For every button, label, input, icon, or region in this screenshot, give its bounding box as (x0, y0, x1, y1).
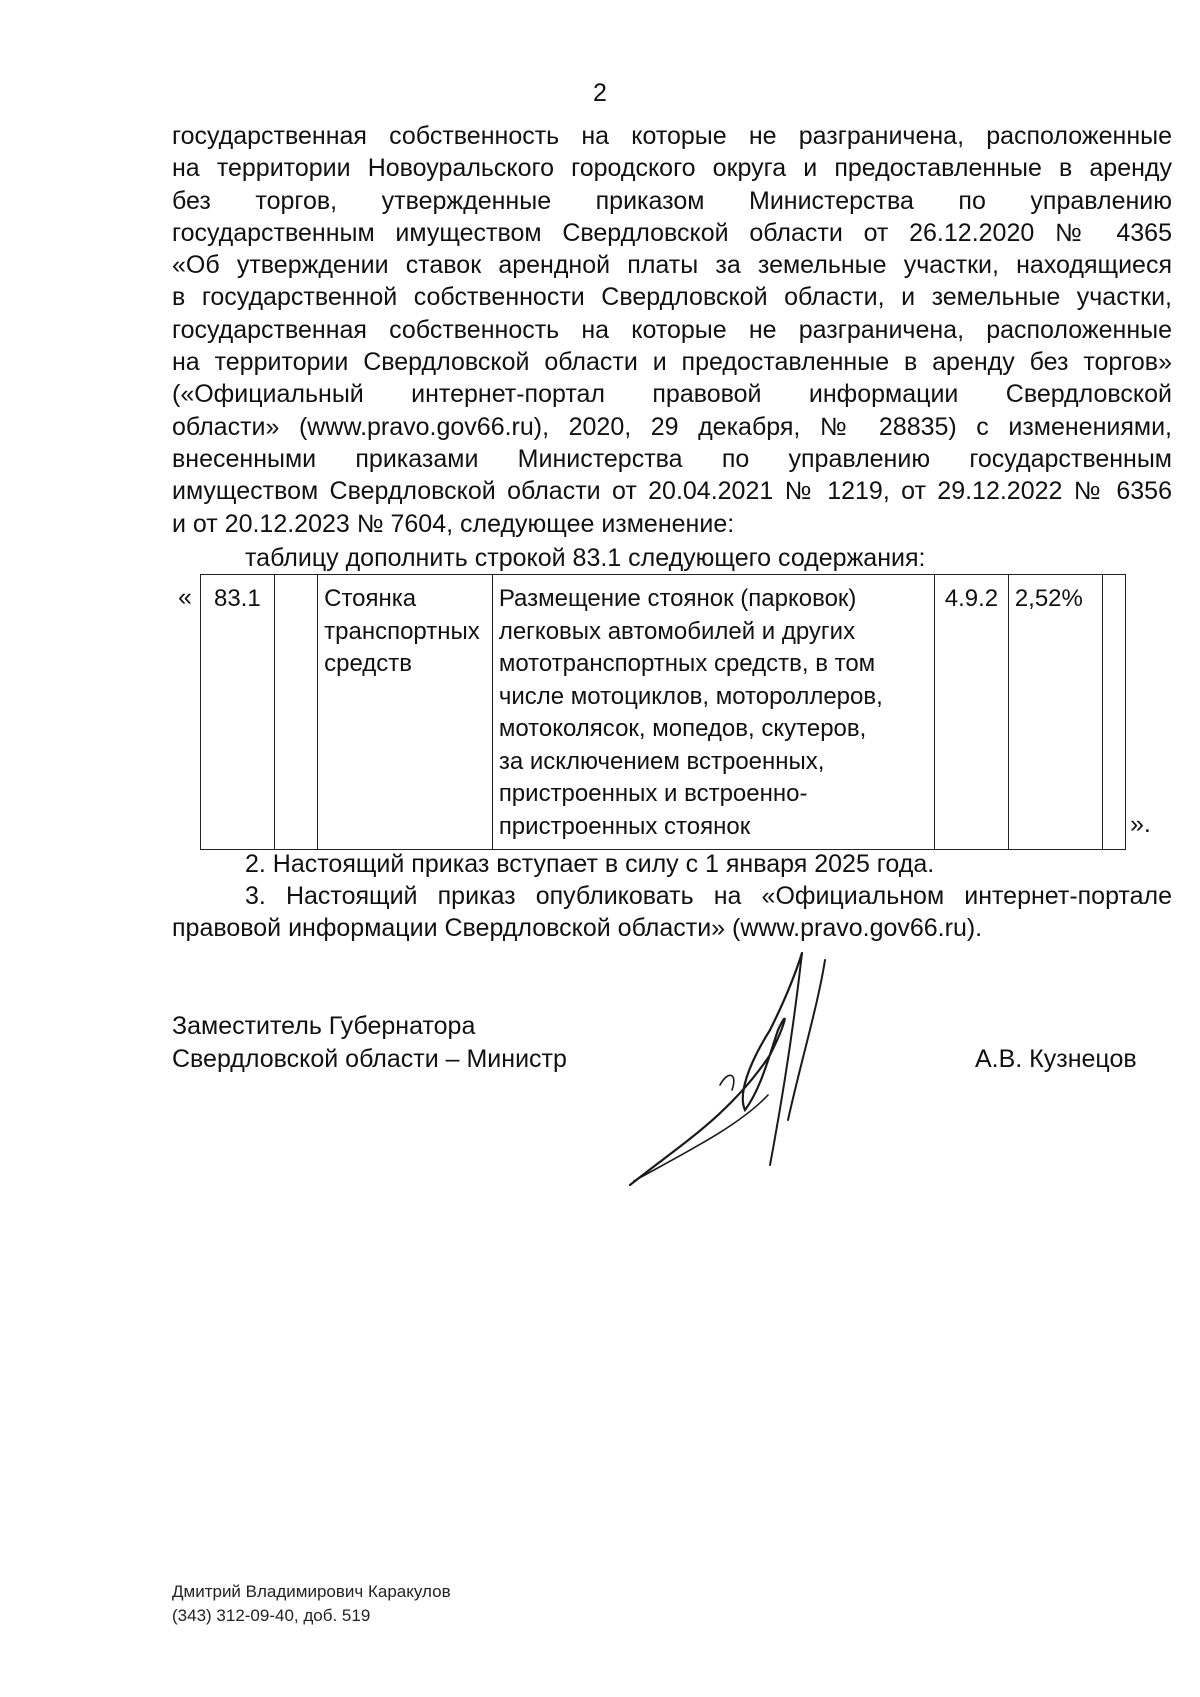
table-row (201, 575, 1126, 850)
signatory-title-line-1: Заместитель Губернатора (172, 1012, 476, 1040)
item-2: 2. Настоящий приказ вступает в силу с 1 января 2025 года. (245, 850, 935, 878)
body-line: («Официальный интернет-портал правовой информации Свердловской (172, 380, 1172, 409)
cell-name (318, 575, 493, 850)
table-intro: таблицу дополнить строкой 83.1 следующего содержания: (245, 544, 926, 572)
description-line: за исключением встроенных, (498, 747, 825, 775)
signatory-title-line-2: Свердловской области – Министр (172, 1045, 567, 1073)
description-line: числе мотоциклов, мотороллеров, (498, 682, 883, 710)
body-line: без торгов, утвержденные приказом Министерства по управлению (172, 186, 1172, 215)
name-line: транспортных (324, 617, 480, 645)
item-3-line-2: правовой информации Свердловской области» (www.pravo.gov66.ru). (172, 914, 983, 942)
page-number: 2 (593, 79, 607, 107)
amendment-table (200, 574, 1126, 850)
body-paragraph (172, 120, 1172, 540)
body-line: «Об утверждении ставок арендной платы за земельные участки, находящиеся (172, 251, 1172, 280)
cell-code: 4.9.2 (935, 575, 1009, 850)
body-line: внесенными приказами Министерства по управлению государственным (172, 444, 1172, 473)
cell-rate: 2,52% (1008, 575, 1102, 850)
cell-description (492, 575, 934, 850)
body-line: государственная собственность на которые не разграничена, расположенные (172, 315, 1172, 344)
body-line: государственная собственность на которые не разграничена, расположенные (172, 122, 1172, 150)
cell-trailing (1102, 575, 1125, 850)
name-line: средств (324, 650, 413, 677)
handwritten-signature (620, 945, 860, 1195)
description-line: мототранспортных средств, в том (498, 650, 876, 677)
body-line: на территории Свердловской области и предоставленные в аренду без торгов» (172, 348, 1172, 377)
signatory-name: А.В. Кузнецов (975, 1045, 1137, 1073)
cell-number: 83.1 (201, 575, 275, 850)
contact-phone: (343) 312-09-40, доб. 519 (172, 1606, 371, 1625)
body-line: и от 20.12.2023 № 7604, следующее изменение: (172, 509, 735, 538)
description-line: мотоколясок, мопедов, скутеров, (498, 715, 867, 742)
body-line: области» (www.pravo.gov66.ru), 2020, 29 декабря, № 28835) с изменениями, (172, 412, 1172, 441)
item-3 (172, 880, 1172, 944)
body-line: в государственной собственности Свердловской области, и земельные участки, (172, 283, 1172, 312)
quote-close: ». (1130, 810, 1151, 838)
description-line: легковых автомобилей и других (498, 617, 856, 645)
body-line: имуществом Свердловской области от 20.04.2021 № 1219, от 29.12.2022 № 6356 (172, 477, 1172, 506)
cell-empty (274, 575, 317, 850)
quote-open: « (178, 583, 192, 611)
signatory-title (172, 1010, 567, 1076)
description-line: пристроенных и встроенно- (498, 780, 808, 807)
contact-info (172, 1580, 451, 1628)
name-line: Стоянка (324, 585, 417, 612)
item-3-line-1: 3. Настоящий приказ опубликовать на «Официальном интернет-портале (245, 882, 1172, 910)
body-line: государственным имуществом Свердловской области от 26.12.2020 № 4365 (172, 218, 1172, 247)
description-line: Размещение стоянок (парковок) (498, 585, 857, 612)
contact-name: Дмитрий Владимирович Каракулов (172, 1582, 451, 1601)
description-line: пристроенных стоянок (498, 812, 751, 840)
body-line: на территории Новоуральского городского округа и предоставленные в аренду (172, 154, 1172, 183)
